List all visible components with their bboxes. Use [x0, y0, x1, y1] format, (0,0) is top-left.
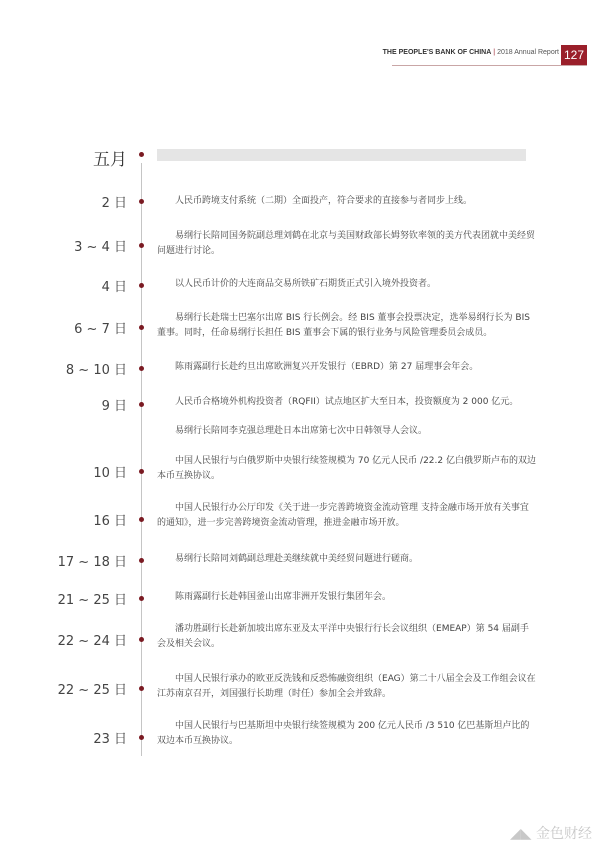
- entry-date: 17 ~ 18 日: [57, 555, 127, 570]
- entry-text: [157, 501, 537, 531]
- entry-date: 22 ~ 25 日: [57, 683, 127, 698]
- entry-text: [157, 590, 537, 605]
- entry-date: 21 ~ 25 日: [57, 593, 127, 608]
- entry-date: 22 ~ 24 日: [57, 634, 127, 649]
- entry-dot: [139, 366, 144, 371]
- entry-paragraph: 以人民币计价的大连商品交易所铁矿石期货正式引入境外投资者。: [175, 279, 437, 289]
- entry-dot: [139, 469, 144, 474]
- entry-text: [157, 672, 537, 702]
- entry-text: [157, 229, 537, 259]
- entry-paragraph: 陈雨露副行长赴韩国釜山出席非洲开发银行集团年会。: [175, 592, 392, 602]
- watermark: [510, 823, 592, 843]
- timeline-line: [141, 163, 142, 756]
- entry-paragraph: 陈雨露副行长赴约旦出席欧洲复兴开发银行（EBRD）第 27 届理事会年会。: [175, 362, 479, 372]
- entry-text: [157, 311, 537, 341]
- entry-paragraph: 易纲行长赴瑞士巴塞尔出席 BIS 行长例会。经 BIS 董事会投票决定，选举易纲行长为 BIS 董事。同时，任命易纲行长担任 BIS 董事会下属的银行业务与风险管理委员会成员。: [157, 313, 530, 338]
- entry-dot: [139, 325, 144, 330]
- entry-text: [157, 277, 537, 292]
- entry-dot: [139, 517, 144, 522]
- entry-text: [157, 622, 537, 652]
- month-label: 五月: [93, 150, 127, 170]
- entry-paragraph: 易纲行长陪同国务院副总理刘鹤在北京与美国财政部长姆努钦率领的美方代表团就中美经贸问题进行讨论。: [157, 231, 536, 256]
- entry-date: 9 日: [101, 399, 127, 414]
- entry-date: 2 日: [101, 196, 127, 211]
- entry-dot: [139, 637, 144, 642]
- header-rule: [392, 65, 587, 66]
- org-name: THE PEOPLE'S BANK OF CHINA: [382, 49, 492, 56]
- entry-date: 10 日: [93, 466, 127, 481]
- entry-date: 6 ~ 7 日: [74, 322, 127, 337]
- entry-text: [157, 360, 537, 375]
- entry-date: 3 ~ 4 日: [74, 240, 127, 255]
- header-separator: |: [493, 49, 496, 56]
- entry-paragraph: 中国人民银行承办的欧亚反洗钱和反恐怖融资组织（EAG）第二十八届全会及工作组会议在江苏南京召开，刘国强行长助理（时任）参加全会并致辞。: [157, 674, 536, 699]
- entry-paragraph: 潘功胜副行长赴新加坡出席东亚及太平洋中央银行行长会议组织（EMEAP）第 54 届副手会及相关会议。: [157, 624, 529, 649]
- entry-text: [157, 719, 537, 749]
- entry-text: [157, 395, 537, 439]
- entry-text: [157, 194, 537, 209]
- entry-paragraph: 中国人民银行办公厅印发《关于进一步完善跨境资金流动管理 支持金融市场开放有关事宜的通知》，进一步完善跨境资金流动管理，推进金融市场开放。: [157, 503, 529, 528]
- month-dot: [139, 152, 144, 157]
- entry-paragraph: 人民币合格境外机构投资者（RQFII）试点地区扩大至日本，投资额度为 2 000 亿元。: [175, 397, 519, 407]
- entry-paragraph: 中国人民银行与巴基斯坦中央银行续签规模为 200 亿元人民币 /3 510 亿巴基斯坦卢比的双边本币互换协议。: [157, 721, 530, 746]
- report-name: 2018 Annual Report: [497, 49, 559, 56]
- month-bar: [157, 149, 526, 161]
- entry-text: [157, 552, 537, 567]
- entry-date: 4 日: [101, 280, 127, 295]
- entry-paragraph: 人民币跨境支付系统（二期）全面投产，符合要求的直接参与者同步上线。: [175, 196, 473, 206]
- entry-dot: [139, 402, 144, 407]
- entry-date: 23 日: [93, 732, 127, 747]
- report-title: [383, 49, 559, 56]
- entry-text: [157, 454, 537, 484]
- entry-paragraph: 中国人民银行与白俄罗斯中央银行续签规模为 70 亿元人民币 /22.2 亿白俄罗斯卢布的双边本币互换协议。: [157, 456, 536, 481]
- entry-dot: [139, 283, 144, 288]
- watermark-logo-icon: ◢◣: [510, 826, 536, 842]
- entry-dot: [139, 243, 144, 248]
- entry-dot: [139, 199, 144, 204]
- entry-date: 8 ~ 10 日: [65, 363, 127, 378]
- page-number: 127: [561, 45, 587, 65]
- page-header: [0, 45, 600, 65]
- entry-dot: [139, 596, 144, 601]
- watermark-text: 金色财经: [536, 826, 592, 842]
- entry-paragraph: 易纲行长陪同刘鹤副总理赴美继续就中美经贸问题进行磋商。: [175, 554, 419, 564]
- entry-paragraph: 易纲行长陪同李克强总理赴日本出席第七次中日韩领导人会议。: [175, 426, 428, 436]
- entry-dot: [139, 735, 144, 740]
- entry-dot: [139, 558, 144, 563]
- entry-dot: [139, 686, 144, 691]
- entry-date: 16 日: [93, 514, 127, 529]
